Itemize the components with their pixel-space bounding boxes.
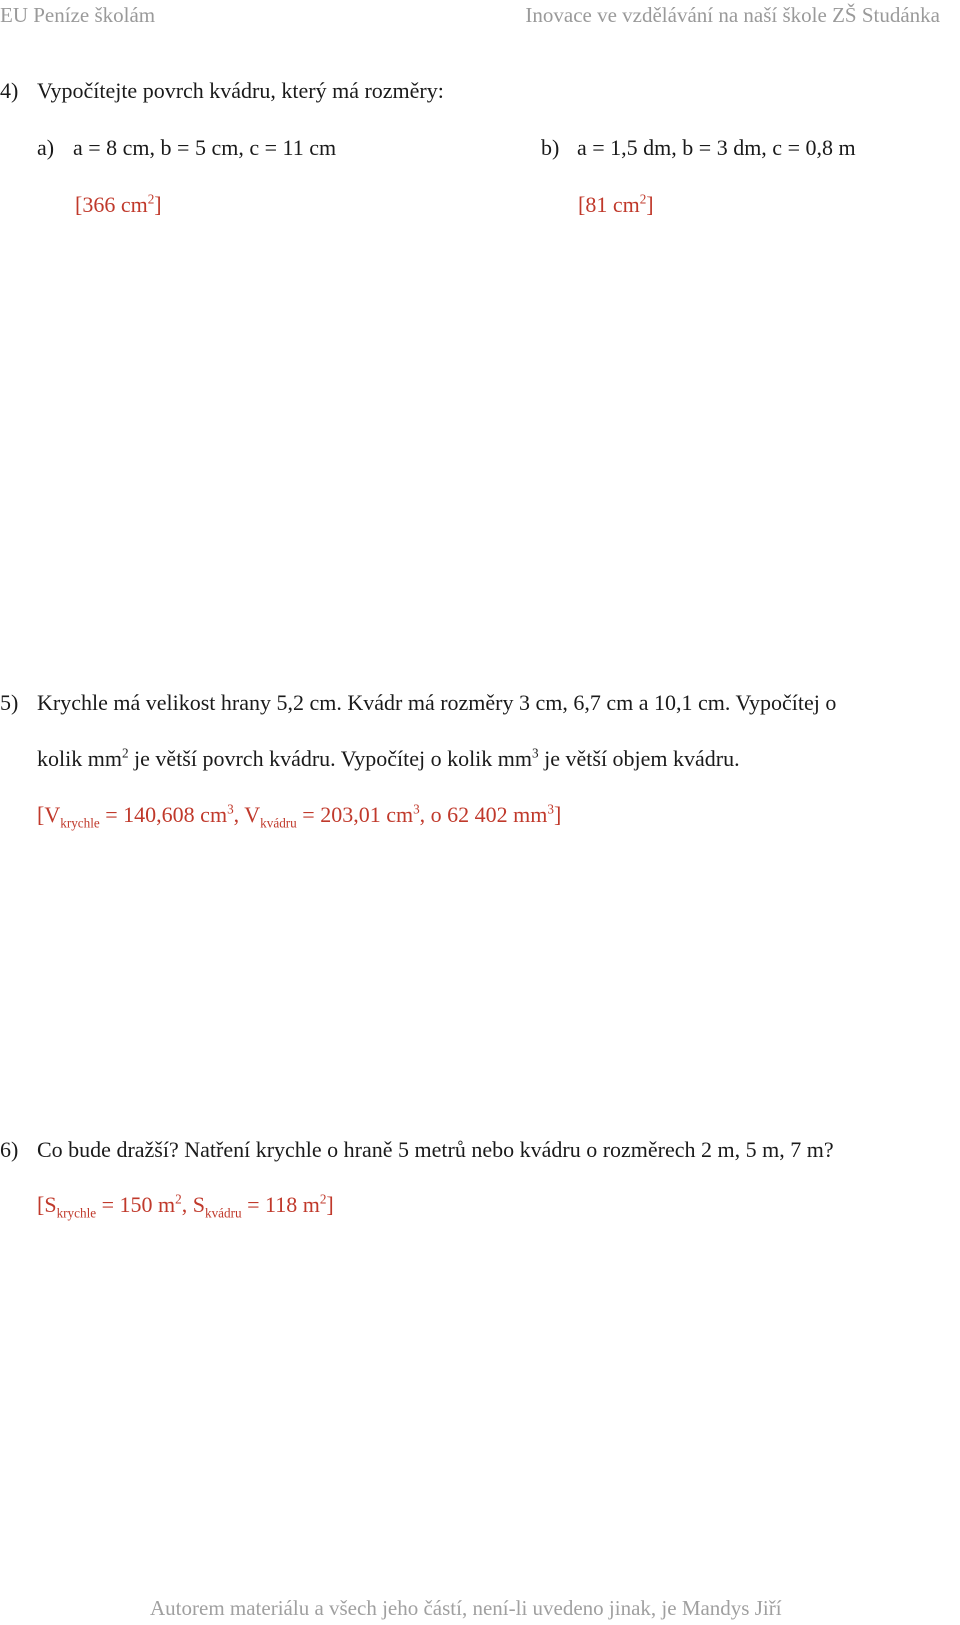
header-right-title: Inovace ve vzdělávání na naší škole ZŠ Studánka xyxy=(525,3,940,27)
task4-b-label: b) xyxy=(541,135,560,160)
task6-number: 6) xyxy=(0,1137,19,1162)
footer-author: Autorem materiálu a všech jeho částí, není-li uvedeno jinak, je Mandys Jiří xyxy=(150,1596,782,1620)
task5-number: 5) xyxy=(0,690,19,715)
task5-line1: Krychle má velikost hrany 5,2 cm. Kvádr má rozměry 3 cm, 6,7 cm a 10,1 cm. Vypočítej o xyxy=(37,690,837,715)
task4-a-text: a = 8 cm, b = 5 cm, c = 11 cm xyxy=(73,135,337,160)
task4-a-answer: [366 $cm^2$] xyxy=(75,191,162,217)
task6-text: Co bude dražší? Natření krychle o hraně 5 metrů nebo kvádru o rozměrech 2 m, 5 m, 7 m? xyxy=(37,1137,834,1162)
task4-a-label: a) xyxy=(37,135,55,160)
task4-number: 4) xyxy=(0,78,19,103)
task4-text: Vypočítejte povrch kvádru, který má rozměry: xyxy=(37,78,444,103)
task4-b-answer: [81 $cm^2$] xyxy=(578,191,654,217)
task5-answer: [$V_{krychle} = 140,608$ $cm^3$, $V_{kvádru} = 203,01$ $cm^3$, o 62 402 $mm^3$] xyxy=(37,801,562,831)
header-left-title: EU Peníze školám xyxy=(0,3,156,27)
task5-line2: kolik $mm^2$ je větší povrch kvádru. Vypočítej o kolik $mm^3$ je větší objem kvádru. xyxy=(37,745,740,771)
task6-answer: [$S_{krychle} = 150$ $m^2$, $S_{kvádru} = 118$ $m^2$] xyxy=(37,1191,334,1221)
task4-b-text: a = 1,5 dm, b = 3 dm, c = 0,8 m xyxy=(577,135,856,160)
